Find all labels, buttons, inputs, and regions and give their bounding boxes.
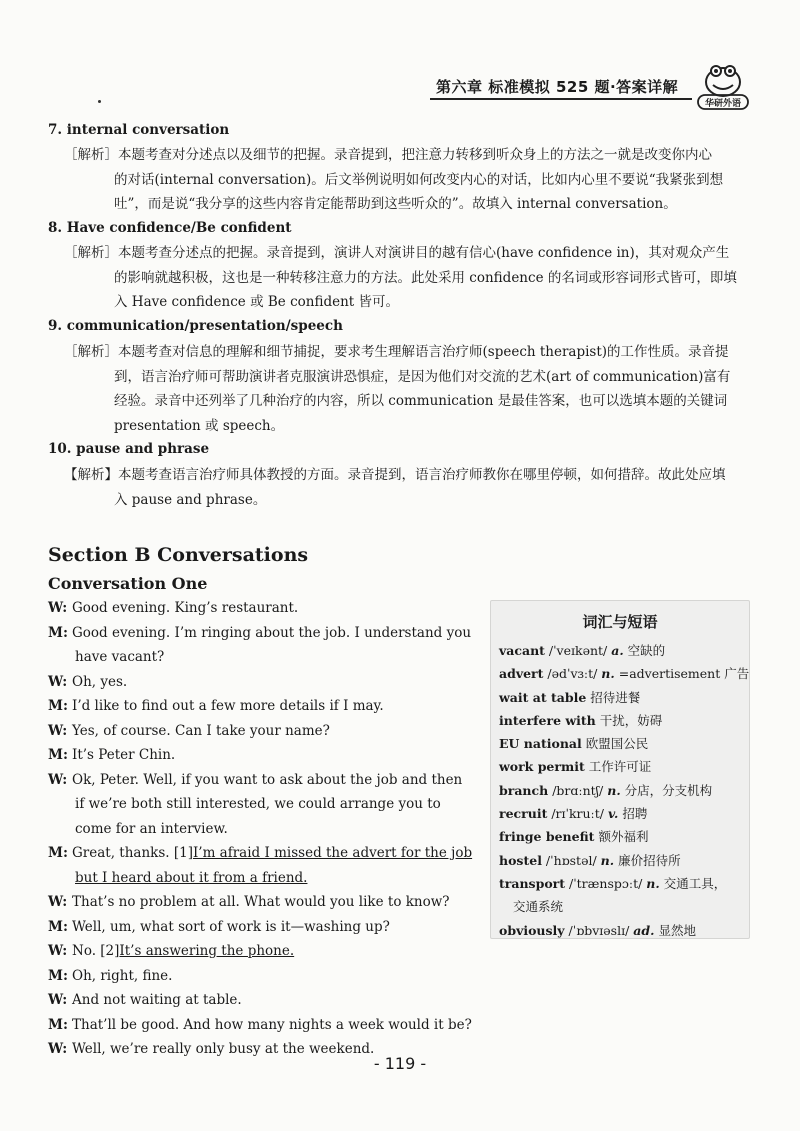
vocab-pos: n. xyxy=(607,782,621,798)
vocab-meaning: 招聘 xyxy=(618,806,648,822)
vocab-meaning: 廉价招待所 xyxy=(614,852,681,868)
vocab-pos: v. xyxy=(607,806,619,822)
vocab-word: interfere with xyxy=(499,712,596,728)
dialogue-line xyxy=(48,939,478,964)
vocab-pos: n. xyxy=(601,666,615,682)
section-title: Section B Conversations xyxy=(48,544,309,566)
speaker: W: xyxy=(48,673,68,690)
vocab-item xyxy=(499,825,747,848)
analysis-tag: ［解析］ xyxy=(64,344,118,360)
explanation-line: 经验。录音中还列举了几种治疗的内容，所以 communication 是最佳答案，也可以选填本题的关键词 xyxy=(114,393,728,409)
speaker: M: xyxy=(48,698,68,714)
explanation-8 xyxy=(64,241,768,315)
utterance: No. [2] xyxy=(72,943,120,959)
vocab-meaning-cont: 交通系统 xyxy=(513,899,564,915)
vocab-meaning: 空缺的 xyxy=(623,643,666,658)
vocab-phonetic: /ədˈvɜːt/ xyxy=(543,666,602,682)
underlined-answer: It’s answering the phone. xyxy=(119,943,295,959)
vocab-meaning: 干扰，妨碍 xyxy=(599,712,663,728)
vocab-item xyxy=(499,732,747,755)
explanation-line: 吐”，而是说“我分享的这些内容肯定能帮助到这些听众的”。故填入 internal conversation。 xyxy=(114,196,677,212)
vocab-box xyxy=(490,600,750,939)
vocab-item xyxy=(499,849,747,872)
utterance: Ok, Peter. Well, if you want to ask about the job and then xyxy=(72,771,463,788)
speaker: W: xyxy=(48,722,68,739)
answer-title-9: 9. communication/presentation/speech xyxy=(48,318,343,334)
vocab-word: wait at table xyxy=(499,689,587,705)
vocab-meaning: 交通工具， xyxy=(659,875,727,891)
logo-text: 华研外语 xyxy=(704,99,742,109)
dialogue-line xyxy=(48,1013,478,1038)
vocab-meaning: 分店，分支机构 xyxy=(620,782,713,798)
vocab-word: work permit xyxy=(499,759,585,775)
vocab-word: vacant xyxy=(499,643,545,658)
utterance-cont xyxy=(48,866,478,891)
dialogue-line xyxy=(48,964,478,989)
speaker: M: xyxy=(48,845,68,861)
vocab-item xyxy=(499,639,747,662)
vocab-item xyxy=(499,802,747,825)
vocab-word: branch xyxy=(499,782,549,798)
vocab-pos: n. xyxy=(646,875,660,891)
vocab-meaning: =advertisement 广告 xyxy=(614,666,750,682)
answer-title-7: 7. internal conversation xyxy=(48,122,230,138)
vocab-item xyxy=(499,755,747,778)
dialogue xyxy=(48,596,478,1062)
analysis-tag: ［解析］ xyxy=(64,147,118,163)
dialogue-line xyxy=(48,890,478,915)
dialogue-line xyxy=(48,915,478,940)
speaker: W: xyxy=(48,992,68,1008)
answer-title-8: 8. Have confidence/Be confident xyxy=(48,220,292,236)
utterance: Well, um, what sort of work is it—washing up? xyxy=(72,918,390,935)
utterance: Oh, right, fine. xyxy=(72,967,173,984)
underlined-answer: but I heard about it from a friend. xyxy=(75,869,308,886)
utterance: It’s Peter Chin. xyxy=(72,747,176,763)
dialogue-line xyxy=(48,596,478,621)
explanation-line: 的对话(internal conversation)。后文举例说明如何改变内心的对话，比如内心里不要说“我紧张到想 xyxy=(114,171,724,188)
vocab-meaning: 显然地 xyxy=(654,922,696,938)
vocab-pos: a. xyxy=(611,643,624,658)
speaker: M: xyxy=(48,1016,68,1033)
speaker: M: xyxy=(48,967,68,984)
utterance: Great, thanks. [1] xyxy=(72,845,193,861)
vocab-item xyxy=(499,919,747,942)
page-number: - 119 - xyxy=(373,1054,427,1073)
utterance-cont: have vacant? xyxy=(75,649,165,665)
speaker: W: xyxy=(48,943,68,959)
vocab-meaning: 欧盟国公民 xyxy=(585,736,649,752)
explanation-line: 入 Have confidence 或 Be confident 皆可。 xyxy=(114,294,399,310)
dialogue-line xyxy=(48,768,478,793)
vocab-pos: n. xyxy=(600,852,615,868)
vocab-phonetic: /ˈhɒstəl/ xyxy=(541,852,601,868)
vocab-phonetic: /ˈveɪkənt/ xyxy=(544,643,612,658)
explanation-line: 本题考查对信息的理解和细节捕捉，要求考生理解语言治疗师(speech therapist)的工作性质。录音提 xyxy=(118,344,729,360)
vocab-item xyxy=(499,662,750,685)
dialogue-line xyxy=(48,694,478,719)
utterance: Good evening. I’m ringing about the job. I understand you xyxy=(72,624,472,641)
utterance: Good evening. King’s restaurant. xyxy=(72,600,299,616)
answer-title-10: 10. pause and phrase xyxy=(48,441,210,457)
dialogue-line xyxy=(48,743,478,768)
utterance: And not waiting at table. xyxy=(72,992,242,1008)
utterance: That’s no problem at all. What would you like to know? xyxy=(72,894,450,910)
vocab-word: obviously xyxy=(499,922,565,938)
vocab-phonetic: /brɑːntʃ/ xyxy=(548,782,608,798)
vocab-meaning: 招待进餐 xyxy=(590,689,641,705)
explanation-line: 的影响就越积极，这也是一种转移注意力的方法。此处采用 confidence 的名词或形容词形式皆可，即填 xyxy=(114,269,737,286)
analysis-tag: 【解析】 xyxy=(64,467,118,483)
speaker: W: xyxy=(48,894,68,910)
speaker: W: xyxy=(48,600,68,616)
vocab-list xyxy=(499,639,750,942)
speck xyxy=(98,100,101,103)
explanation-line: 本题考查语言治疗师具体教授的方面。录音提到，语言治疗师教你在哪里停顿，如何措辞。故此处应填 xyxy=(118,467,726,483)
vocab-phonetic: /rɪˈkruːt/ xyxy=(547,806,608,822)
explanation-9 xyxy=(64,340,768,438)
utterance: Yes, of course. Can I take your name? xyxy=(72,722,330,739)
vocab-item xyxy=(499,872,747,895)
explanation-line: 到，语言治疗师可帮助演讲者克服演讲恐惧症，是因为他们对交流的艺术(art of communication)富有 xyxy=(114,368,731,385)
speaker: M: xyxy=(48,624,68,641)
explanation-7 xyxy=(64,143,768,217)
utterance: That’ll be good. And how many nights a week would it be? xyxy=(72,1016,472,1033)
vocab-meaning: 额外福利 xyxy=(598,829,649,845)
analysis-tag: ［解析］ xyxy=(64,245,118,261)
publisher-logo-icon xyxy=(693,58,753,112)
speaker: W: xyxy=(48,771,68,788)
dialogue-line xyxy=(48,621,478,646)
explanation-line: 入 pause and phrase。 xyxy=(114,491,267,508)
vocab-item xyxy=(499,686,747,709)
speaker: M: xyxy=(48,747,68,763)
vocab-title: 词汇与短语 xyxy=(582,613,658,631)
conversation-title: Conversation One xyxy=(48,574,208,593)
underlined-answer: I’m afraid I missed the advert for the job xyxy=(192,845,473,861)
chapter-header: 第六章 标准模拟 525 题·答案详解 xyxy=(436,78,679,96)
vocab-phonetic: /ˈtrænspɔːt/ xyxy=(565,875,647,891)
vocab-word: fringe benefit xyxy=(499,829,595,845)
vocab-item xyxy=(499,779,747,802)
speaker: M: xyxy=(48,918,68,935)
utterance: I’d like to find out a few more details if I may. xyxy=(72,698,384,714)
dialogue-line xyxy=(48,988,478,1013)
vocab-word: hostel xyxy=(499,852,542,868)
explanation-10 xyxy=(64,463,768,512)
dialogue-line xyxy=(48,719,478,744)
utterance-cont: if we’re both still interested, we could arrange you to xyxy=(75,796,441,812)
vocab-word: advert xyxy=(499,666,544,682)
vocab-phonetic: /ˈɒbvɪəslɪ/ xyxy=(564,922,634,938)
speaker: W: xyxy=(48,1041,68,1057)
vocab-word: recruit xyxy=(499,806,548,822)
header-rule xyxy=(430,98,692,100)
vocab-item xyxy=(499,709,747,732)
vocab-pos: ad. xyxy=(633,922,655,938)
utterance: Well, we’re really only busy at the weekend. xyxy=(72,1041,375,1057)
explanation-line: 本题考查对分述点以及细节的把握。录音提到，把注意力转移到听众身上的方法之一就是改变你内心 xyxy=(118,147,712,163)
vocab-word: transport xyxy=(499,875,566,891)
dialogue-line xyxy=(48,670,478,695)
vocab-meaning: 工作许可证 xyxy=(588,759,652,775)
utterance-cont: come for an interview. xyxy=(75,820,228,837)
explanation-line: 本题考查分述点的把握。录音提到，演讲人对演讲目的越有信心(have confidence in)，其对观众产生 xyxy=(118,245,730,261)
explanation-line: presentation 或 speech。 xyxy=(114,417,285,434)
vocab-word: EU national xyxy=(499,736,582,752)
dialogue-line xyxy=(48,841,478,866)
utterance: Oh, yes. xyxy=(72,673,128,690)
